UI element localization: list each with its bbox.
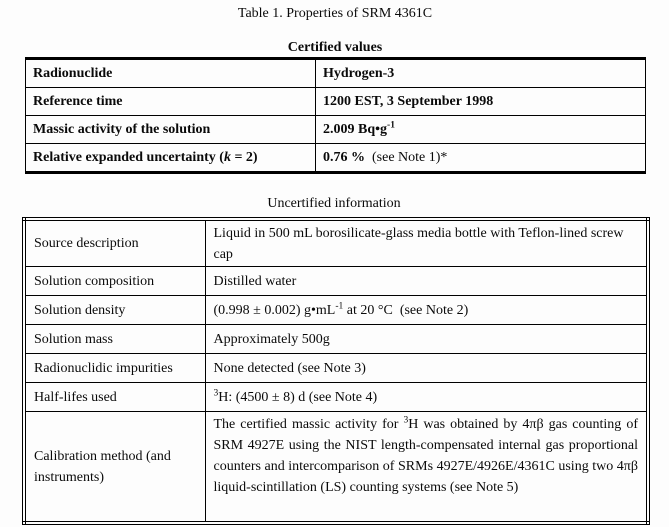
- row-label: Reference time: [26, 88, 316, 116]
- table-row-massic-activity: [26, 116, 646, 144]
- value-mass-number: 3: [403, 415, 409, 426]
- row-value: [316, 144, 646, 173]
- row-value: Distilled water: [205, 267, 648, 296]
- row-value: Liquid in 500 mL borosilicate-glass media bottle with Teflon-lined screw cap: [205, 219, 648, 267]
- row-label: Massic activity of the solution: [26, 116, 316, 144]
- certified-values-heading: Certified values: [287, 40, 383, 55]
- table-row-reference-time: [26, 88, 646, 116]
- row-label: Calibration method (and instruments): [24, 412, 205, 524]
- row-label: Solution mass: [24, 325, 205, 354]
- row-value: [316, 116, 646, 144]
- value-exponent: -1: [335, 300, 344, 311]
- row-value: Hydrogen-3: [316, 59, 646, 88]
- uncertified-information-heading: Uncertified information: [267, 196, 401, 211]
- label-text: = 2): [230, 149, 258, 165]
- row-value: None detected (see Note 3): [205, 354, 648, 383]
- value-note: (see Note 1)*: [372, 149, 448, 165]
- table-row-uncertainty: [26, 144, 646, 173]
- row-label: Solution density: [24, 296, 205, 325]
- row-value: [205, 296, 648, 325]
- value-bold: 0.76 %: [323, 149, 365, 165]
- table-row-half-lifes: [24, 383, 648, 412]
- label-text: Relative expanded uncertainty (: [33, 149, 224, 165]
- row-label: [26, 144, 316, 173]
- row-label: Half-lifes used: [24, 383, 205, 412]
- table-title: Table 1. Properties of SRM 4361C: [237, 6, 433, 21]
- table-row-radionuclidic-impurities: [24, 354, 648, 383]
- table-row-source-description: [24, 219, 648, 267]
- table-row-solution-composition: [24, 267, 648, 296]
- row-label: Radionuclide: [26, 59, 316, 88]
- certified-values-table: [25, 57, 646, 174]
- row-label: Solution composition: [24, 267, 205, 296]
- table-row-calibration-method: [24, 412, 648, 524]
- row-value: Approximately 500g: [205, 325, 648, 354]
- value-exponent: -1: [387, 119, 395, 130]
- value-base: 2.009 Bq•g: [323, 121, 388, 137]
- value-rest: H: (4500 ± 8) d (see Note 4): [218, 389, 378, 405]
- label-variable-k: k: [223, 149, 231, 165]
- row-label: Radionuclidic impurities: [24, 354, 205, 383]
- value-rest: at 20 °C (see Note 2): [343, 302, 469, 318]
- row-value: [205, 412, 648, 524]
- value-base: (0.998 ± 0.002) g•mL: [213, 302, 336, 318]
- value-rest: H was obtained by 4πβ gas counting of SRM 4927E using the NIST length-compensated internal gas proportional counters and intercomparison of SRMs 4927E/4926E/4361C using two 4πβ liquid-scintillation (LS) counting systems (see Note 5): [213, 417, 638, 495]
- table-row-solution-mass: [24, 325, 648, 354]
- row-value: [205, 383, 648, 412]
- value-mass-number: 3: [213, 387, 219, 398]
- row-label: Source description: [24, 219, 205, 267]
- table-row-solution-density: [24, 296, 648, 325]
- value-pre: The certified massic activity for: [213, 417, 404, 432]
- table-row-radionuclide: [26, 59, 646, 88]
- row-value: 1200 EST, 3 September 1998: [316, 88, 646, 116]
- uncertified-information-table: [22, 217, 650, 525]
